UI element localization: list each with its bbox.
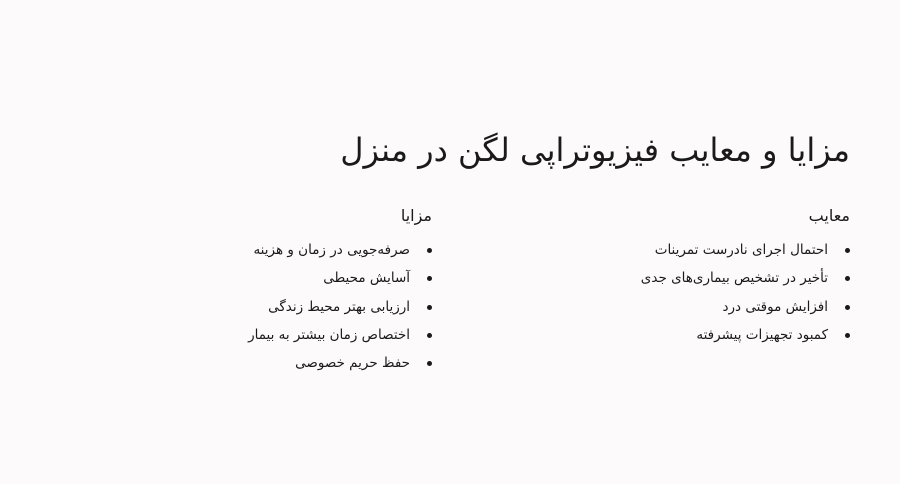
list-item [132,293,432,321]
bullet-icon [845,248,850,253]
list-item-text: کمبود تجهیزات پیشرفته [696,326,828,343]
list-item [550,264,850,292]
list-item-text: ارزیابی بهتر محیط زندگی [268,298,410,315]
list-item [132,321,432,349]
bullet-icon [427,276,432,281]
slide-title: مزایا و معایب فیزیوتراپی لگن در منزل [340,131,850,169]
list-item [132,236,432,264]
list-item-text: اختصاص زمان بیشتر به بیمار [248,326,410,343]
bullet-icon [427,333,432,338]
list-item-text: صرفه‌جویی در زمان و هزینه [253,242,410,258]
cons-heading: معایب [808,206,850,225]
list-item [550,293,850,321]
cons-column [550,202,850,349]
list-item-text: افزایش موقتی درد [722,298,828,315]
bullet-icon [427,248,432,253]
pros-list [132,236,432,377]
list-item [132,264,432,292]
list-item [550,236,850,264]
bullet-icon [845,333,850,338]
bullet-icon [427,305,432,310]
bullet-icon [427,361,432,366]
list-item-text: حفظ حریم خصوصی [295,355,410,372]
bullet-icon [845,305,850,310]
list-item [132,349,432,377]
list-item-text: تأخیر در تشخیص بیماری‌های جدی [640,270,828,287]
pros-column [132,202,432,377]
list-item-text: آسایش محیطی [323,270,410,287]
pros-heading: مزایا [400,206,432,225]
list-item [550,321,850,349]
cons-list [550,236,850,349]
list-item-text: احتمال اجرای نادرست تمرینات [654,242,828,258]
bullet-icon [845,276,850,281]
